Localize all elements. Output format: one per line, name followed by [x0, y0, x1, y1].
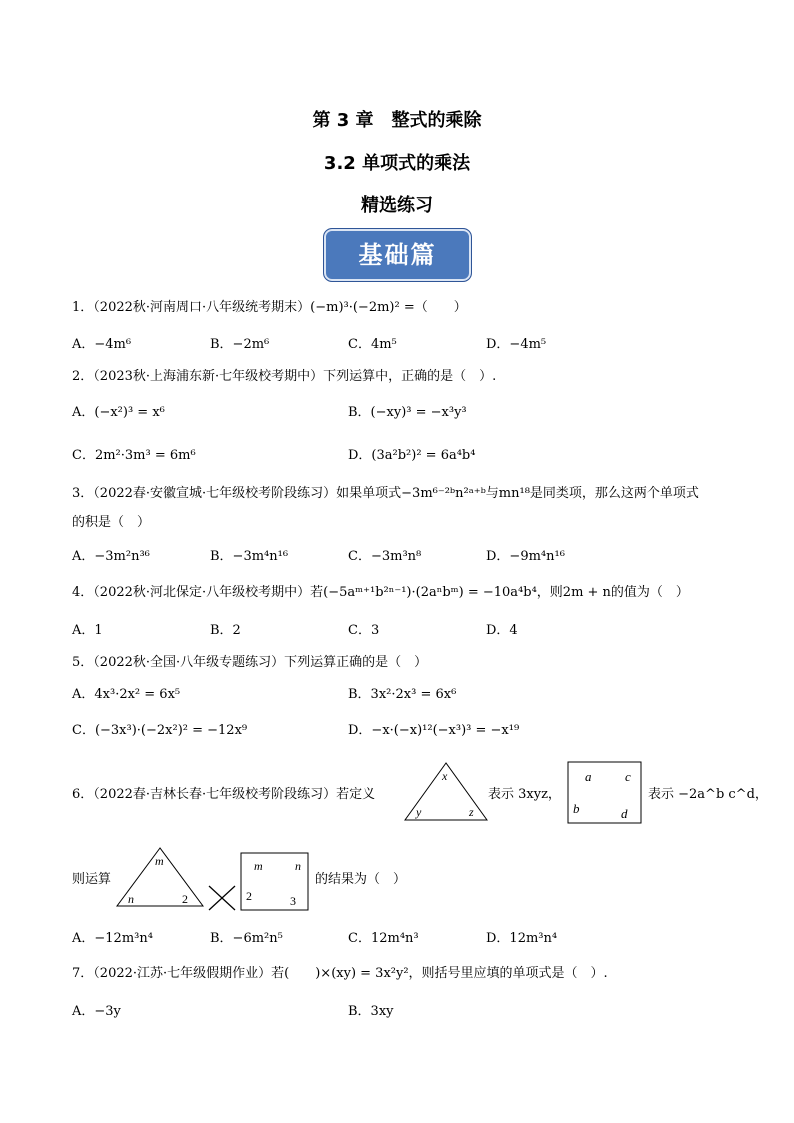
section-title: 3.2 单项式的乘法 [323, 153, 471, 174]
rect-top-right-label: n [295, 859, 301, 873]
question-source: （2023秋·上海浦东新·七年级校考期中） [93, 369, 324, 384]
option-b[interactable]: B．−2m⁶ [210, 337, 270, 352]
option-a[interactable]: A．1 [72, 623, 103, 638]
exercise-subtitle: 精选练习 [361, 195, 433, 216]
question-1: 1．（2022秋·河南周口·八年级统考期末）(−m)³·(−2m)² =（ ） [72, 300, 467, 315]
triangle-left-label: y [416, 805, 422, 819]
option-a[interactable]: A．−3m²n³⁶ [72, 549, 150, 564]
option-d[interactable]: D．−x·(−x)¹²(−x³)³ = −x¹⁹ [348, 723, 520, 738]
option-b[interactable]: B．−6m²n⁵ [210, 931, 283, 946]
chapter-title: 第 3 章 整式的乘除 [312, 110, 482, 131]
rect-top-left-label: m [254, 859, 263, 873]
option-c[interactable]: C．12m⁴n³ [348, 931, 419, 946]
basic-level-badge: 基础篇 [323, 228, 472, 282]
question-stem: 若定义 [336, 787, 376, 802]
option-d[interactable]: D．−4m⁵ [486, 337, 547, 352]
option-a[interactable]: A．−3y [72, 1004, 121, 1019]
question-4: 4．（2022秋·河北保定·八年级校考期中）若(−5aᵐ⁺¹b²ⁿ⁻¹)·(2aⁿbᵐ) = −10a⁴b⁴，则2m + n的值为（ ） [72, 585, 689, 600]
operation-prefix: 则运算 [72, 872, 112, 887]
question-source: （2022春·安徽宣城·七年级校考阶段练习） [93, 486, 337, 501]
option-a[interactable]: A．(−x²)³ = x⁶ [72, 405, 165, 420]
rect-bottom-left-label: 2 [246, 889, 252, 903]
question-7: 7．（2022·江苏·七年级假期作业）若( )×(xy) = 3x²y²，则括号里应填的单项式是（ ）. [72, 966, 608, 981]
option-c[interactable]: C．2m²·3m³ = 6m⁶ [72, 448, 196, 463]
rectangle-definition-text: 表示 −2a^b c^d， [648, 787, 768, 802]
rect-bottom-left-label: b [573, 801, 580, 816]
option-d[interactable]: D．−9m⁴n¹⁶ [486, 549, 565, 564]
rect-top-left-label: a [585, 769, 592, 784]
option-a[interactable]: A．4x³·2x² = 6x⁵ [72, 687, 181, 702]
option-c[interactable]: C．(−3x³)·(−2x²)² = −12x⁹ [72, 723, 248, 738]
cross-operator-icon [207, 884, 237, 912]
rectangle-definition-figure [567, 761, 643, 825]
question-2: 2．（2023秋·上海浦东新·七年级校考期中）下列运算中，正确的是（ ）. [72, 369, 497, 384]
option-b[interactable]: B．(−xy)³ = −x³y³ [348, 405, 467, 420]
question-source: （2022秋·全国·八年级专题练习） [93, 655, 285, 670]
option-a[interactable]: A．−4m⁶ [72, 337, 132, 352]
triangle-right-label: z [469, 805, 474, 819]
option-c[interactable]: C．4m⁵ [348, 337, 397, 352]
triangle-left-label: n [128, 892, 134, 906]
question-6: 6．（2022春·吉林长春·七年级校考阶段练习）若定义 [72, 787, 376, 802]
option-b[interactable]: B．2 [210, 623, 241, 638]
rect-top-right-label: c [625, 769, 631, 784]
triangle-definition-text: 表示 3xyz， [488, 787, 561, 802]
rect-bottom-right-label: d [621, 806, 628, 821]
triangle-operand-figure [114, 845, 206, 909]
rectangle-operand-figure [240, 852, 310, 912]
option-c[interactable]: C．3 [348, 623, 380, 638]
triangle-top-label: m [155, 854, 164, 868]
question-stem: 下列运算中，正确的是（ ）. [323, 369, 497, 384]
question-stem: 下列运算正确的是（ ） [284, 655, 428, 670]
option-a[interactable]: A．−12m³n⁴ [72, 931, 153, 946]
option-d[interactable]: D．4 [486, 623, 518, 638]
question-stem: 若( )×(xy) = 3x²y²，则括号里应填的单项式是（ ）. [271, 966, 608, 981]
option-b[interactable]: B．3x²·2x³ = 6x⁶ [348, 687, 457, 702]
question-5: 5．（2022秋·全国·八年级专题练习）下列运算正确的是（ ） [72, 655, 428, 670]
question-source: （2022春·吉林长春·七年级校考阶段练习） [93, 787, 337, 802]
question-source: （2022秋·河南周口·八年级统考期末） [93, 300, 311, 315]
operation-suffix: 的结果为（ ） [315, 872, 407, 887]
triangle-right-label: 2 [182, 892, 188, 906]
question-3-continued: 的积是（ ） [72, 515, 151, 530]
option-b[interactable]: B．3xy [348, 1004, 394, 1019]
option-d[interactable]: D．(3a²b²)² = 6a⁴b⁴ [348, 448, 476, 463]
rect-bottom-right-label: 3 [290, 894, 296, 908]
question-stem: 若(−5aᵐ⁺¹b²ⁿ⁻¹)·(2aⁿbᵐ) = −10a⁴b⁴，则2m + n的值为（ ） [310, 585, 689, 600]
question-stem: (−m)³·(−2m)² =（ ） [310, 300, 467, 315]
question-3: 3．（2022春·安徽宣城·七年级校考阶段练习）如果单项式−3m⁶⁻²ᵇn²ᵃ⁺ᵇ与mn¹⁸是同类项，那么这两个单项式 [72, 486, 699, 501]
triangle-top-label: x [442, 769, 448, 783]
triangle-definition-figure [402, 760, 490, 822]
option-c[interactable]: C．−3m³n⁸ [348, 549, 422, 564]
question-stem: 如果单项式−3m⁶⁻²ᵇn²ᵃ⁺ᵇ与mn¹⁸是同类项，那么这两个单项式 [336, 486, 699, 501]
question-source: （2022秋·河北保定·八年级校考期中） [93, 585, 311, 600]
option-b[interactable]: B．−3m⁴n¹⁶ [210, 549, 289, 564]
question-source: （2022·江苏·七年级假期作业） [93, 966, 272, 981]
option-d[interactable]: D．12m³n⁴ [486, 931, 558, 946]
